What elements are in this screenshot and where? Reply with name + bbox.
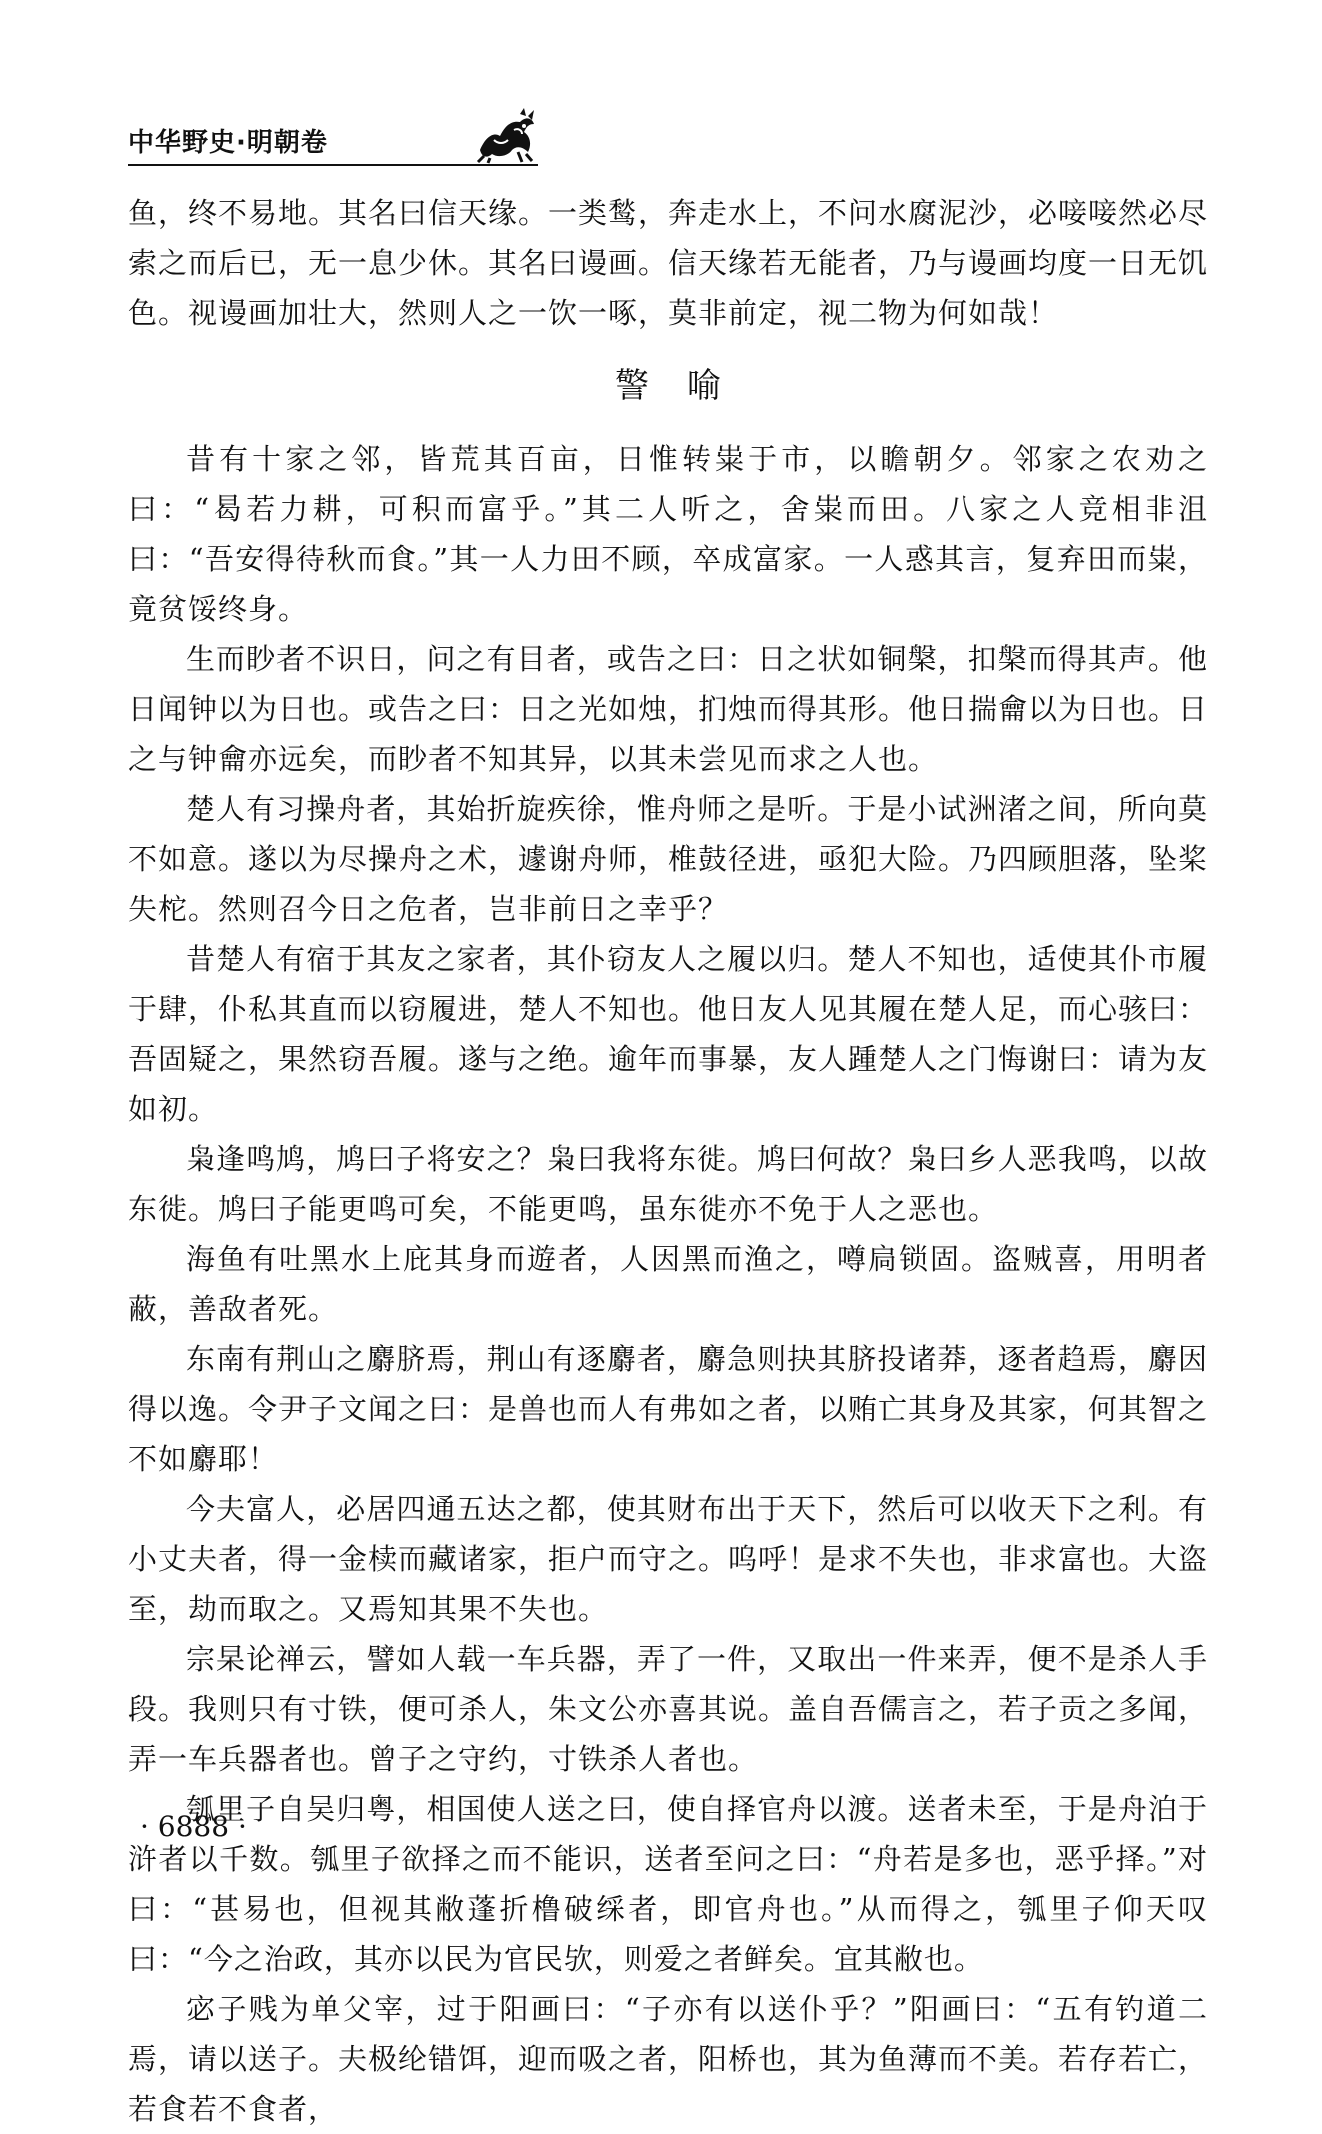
paragraph: 生而眇者不识日，问之有目者，或告之曰：日之状如铜槃，扣槃而得其声。他日闻钟以为日也。或告之曰：日之光如烛，扪烛而得其形。他日揣龠以为日也。日之与钟龠亦远矣，而眇者不知其异，以其未尝见而求之人也。 (128, 642, 1209, 776)
intro-paragraph: 鱼，终不易地。其名曰信天缘。一类鹙，奔走水上，不问水腐泥沙，必唼唼然必尽索之而后已，无一息少休。其名曰谩画。信天缘若无能者，乃与谩画均度一日无饥色。视谩画加壮大，然则人之一饮一啄，莫非前定，视二物为何如哉！ (128, 196, 1209, 330)
paragraph: 今夫富人，必居四通五达之都，使其财布出于天下，然后可以收天下之利。有小丈夫者，得一金椟而藏诸家，拒户而守之。呜呼！是求不失也，非求富也。大盗至，劫而取之。又焉知其果不失也。 (128, 1492, 1209, 1626)
running-head (128, 118, 538, 170)
paragraph: 东南有荆山之麝脐焉，荆山有逐麝者，麝急则抉其脐投诸莽，逐者趋焉，麝因得以逸。令尹子文闻之曰：是兽也而人有弗如之者，以贿亡其身及其家，何其智之不如麝耶！ (128, 1342, 1209, 1476)
paragraph: 宓子贱为单父宰，过于阳画曰：“子亦有以送仆乎？”阳画曰：“五有钓道二焉，请以送子。夫极纶错饵，迎而吸之者，阳桥也，其为鱼薄而不美。若存若亡，若食若不食者， (128, 1992, 1209, 2126)
paragraph: 宗杲论禅云，譬如人载一车兵器，弄了一件，又取出一件来弄，便不是杀人手段。我则只有寸铁，便可杀人，朱文公亦喜其说。盖自吾儒言之，若子贡之多闻，弄一车兵器者也。曾子之守约，寸铁杀人者也。 (128, 1642, 1209, 1776)
header-rule (128, 164, 538, 166)
paragraph: 海鱼有吐黑水上庇其身而遊者，人因黑而渔之，噂扃锁固。盗贼喜，用明者蔽，善敌者死。 (128, 1242, 1208, 1326)
dragon-emblem-icon (474, 106, 538, 164)
book-title: 中华野史·明朝卷 (128, 128, 328, 158)
page-number: · 6888 · (140, 1810, 247, 1843)
paragraph: 枭逢鸣鸠，鸠曰子将安之？枭曰我将东徙。鸠曰何故？枭曰乡人恶我鸣，以故东徙。鸠曰子能更鸣可矣，不能更鸣，虽东徙亦不免于人之恶也。 (128, 1142, 1208, 1226)
paragraph: 昔有十家之邻，皆荒其百亩，日惟转粜于市，以瞻朝夕。邻家之农劝之曰：“曷若力耕，可积而富乎。”其二人听之，舍粜而田。八家之人竞相非沮曰：“吾安得待秋而食。”其一人力田不顾，卒成富家。一人惑其言，复弃田而粜，竟贫馁终身。 (128, 442, 1208, 626)
paragraph: 昔楚人有宿于其友之家者，其仆窃友人之履以归。楚人不知也，适使其仆市履于肆，仆私其直而以窃履进，楚人不知也。他日友人见其履在楚人足，而心骇曰：吾固疑之，果然窃吾履。遂与之绝。逾年而事暴，友人踵楚人之门悔谢曰：请为友如初。 (128, 942, 1209, 1126)
paragraph: 楚人有习操舟者，其始折旋疾徐，惟舟师之是听。于是小试洲渚之间，所向莫不如意。遂以为尽操舟之术，遽谢舟师，椎鼓径进，亟犯大险。乃四顾胆落，坠桨失柁。然则召今日之危者，岂非前日之幸乎？ (128, 792, 1209, 926)
paragraph: 瓠里子自吴归粤，相国使人送之曰，使自择官舟以渡。送者未至，于是舟泊于浒者以千数。瓠里子欲择之而不能识，送者至问之曰：“舟若是多也，恶乎择。”对曰：“甚易也，但视其敝蓬折橹破䌽者，即官舟也。”从而得之，瓠里子仰天叹曰：“今之治政，其亦以民为官民欤，则爱之者鲜矣。宜其敝也。 (128, 1792, 1208, 1976)
body-text (128, 188, 1208, 2134)
section-title: 警喻 (615, 366, 759, 406)
